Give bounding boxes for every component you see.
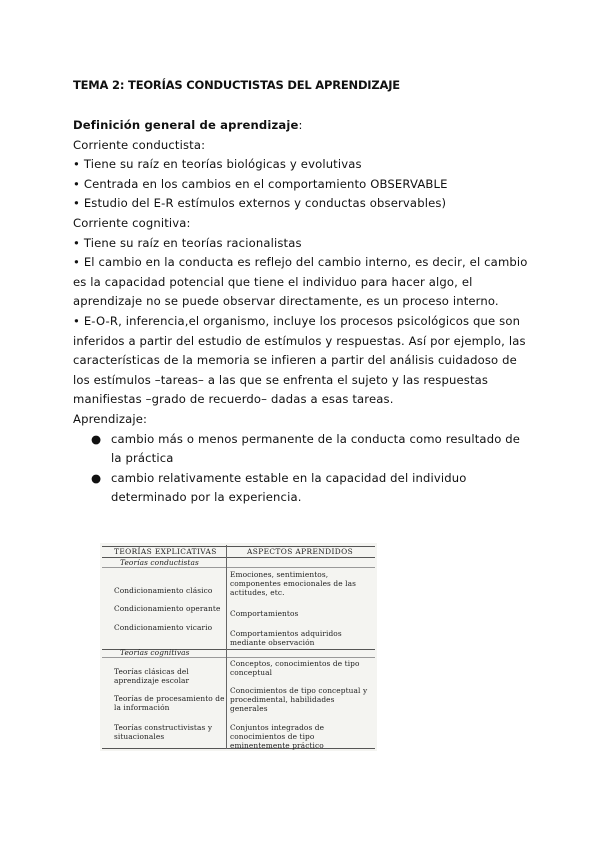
bullet-dot-icon: ● <box>91 470 102 485</box>
table-col1-header: TEORÍAS EXPLICATIVAS <box>114 547 217 556</box>
aprendizaje-item-1 <box>73 430 533 469</box>
table-section-cognitivas: Teorías cognitivas <box>120 648 190 657</box>
document-title: TEMA 2: TEORÍAS CONDUCTISTAS DEL APRENDIZAJE <box>73 78 400 92</box>
conductista-bullet-3: • Estudio del E-R estímulos externos y conductas observables) <box>73 196 447 211</box>
conductista-heading: Corriente conductista: <box>73 137 206 152</box>
table-section-rule <box>102 567 375 568</box>
theories-table-image <box>100 543 377 751</box>
table-row-operante: Condicionamiento operante <box>114 604 221 613</box>
table-section-conductistas: Teorías conductistas <box>120 558 199 567</box>
aprendizaje-item-text: cambio más o menos permanente de la conducta como resultado de la práctica <box>111 431 521 466</box>
document-body <box>73 116 533 508</box>
aprendizaje-item-2 <box>73 469 533 508</box>
table-column-divider <box>226 545 227 749</box>
bullet-dot-icon: ● <box>91 431 102 446</box>
table-row-procesamiento: Teorías de procesamiento de la información <box>114 694 225 712</box>
table-row-clasicas: Teorías clásicas del aprendizaje escolar <box>114 667 190 685</box>
aprendizaje-heading: Aprendizaje: <box>73 411 148 426</box>
table-row-constructivistas: Teorías constructivistas y situacionales <box>114 723 213 741</box>
conductista-bullet-2: • Centrada en los cambios en el comportamiento OBSERVABLE <box>73 176 448 191</box>
table-aspect-comportamientos: Comportamientos <box>230 609 299 618</box>
definition-heading: Definición general de aprendizaje <box>73 118 299 132</box>
definition-line <box>73 116 533 136</box>
table-row-vicario: Condicionamiento vicario <box>114 623 213 632</box>
definition-colon: : <box>298 118 303 132</box>
table-aspect-practico: Conjuntos integrados de conocimientos de tipo eminentemente práctico <box>230 723 325 750</box>
table-aspect-observacion: Comportamientos adquiridos mediante observación <box>230 629 342 647</box>
cognitiva-bullet-1: • Tiene su raíz en teorías racionalistas <box>73 235 302 250</box>
table-row-clasico: Condicionamiento clásico <box>114 586 213 595</box>
aprendizaje-item-text: cambio relativamente estable en la capacidad del individuo determinado por la experiencia. <box>111 470 467 505</box>
table-aspect-conceptos: Conceptos, conocimientos de tipo conceptual <box>230 659 360 677</box>
conductista-bullet-1: • Tiene su raíz en teorías biológicas y evolutivas <box>73 157 362 172</box>
table-section2-rule-bottom <box>102 657 375 658</box>
cognitiva-bullet-3: • E-O-R, inferencia,el organismo, incluye los procesos psicológicos que son inferidos a partir del estudio de estímulos y respuestas. Así por ejemplo, las características de la memoria se infieren a partir del análisis cuidadoso de los estímulos –tareas– a las que se enfrenta el sujeto y las respuestas manifiestas –grado de recuerdo– dadas a esas tareas. <box>73 313 526 407</box>
cognitiva-bullet-2: • El cambio en la conducta es reflejo del cambio interno, es decir, el cambio es la capacidad potencial que tiene el individuo para hacer algo, el aprendizaje no se puede observar directamente, es un proceso interno. <box>73 255 528 309</box>
cognitiva-heading: Corriente cognitiva: <box>73 215 191 230</box>
table-aspect-procedimental: Conocimientos de tipo conceptual y procedimental, habilidades generales <box>230 686 368 713</box>
table-aspect-emociones: Emociones, sentimientos, componentes emocionales de las actitudes, etc. <box>230 570 357 597</box>
table-col2-header: ASPECTOS APRENDIDOS <box>247 547 354 556</box>
